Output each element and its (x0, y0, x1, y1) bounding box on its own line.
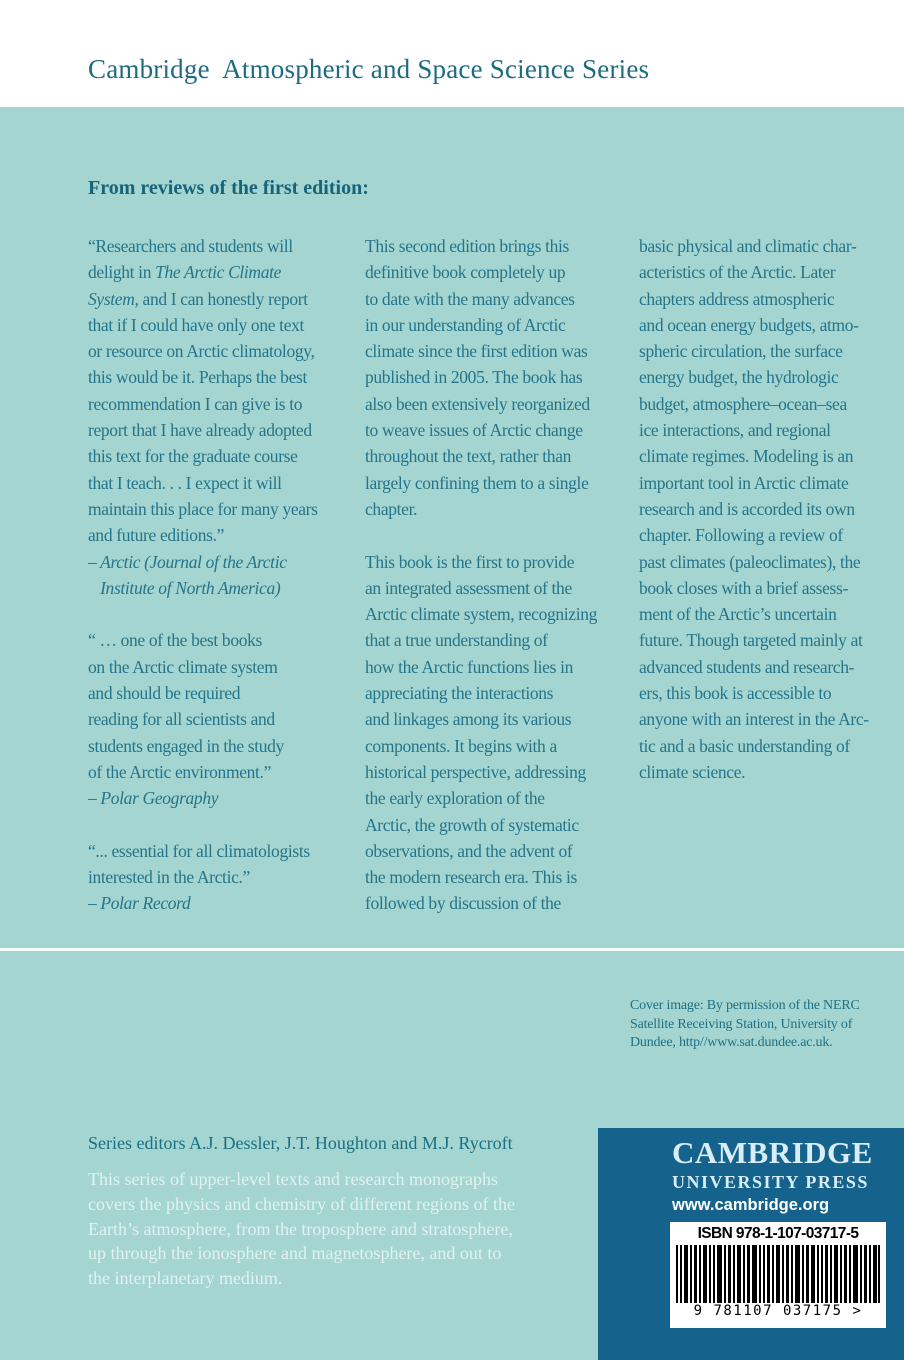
publisher-subname: UNIVERSITY PRESS (672, 1172, 869, 1192)
header-band (0, 0, 904, 107)
series-title: Cambridge Atmospheric and Space Science Series (88, 54, 650, 84)
series-editors: Series editors A.J. Dessler, J.T. Houghton and M.J. Rycroft (88, 1133, 513, 1153)
publisher-website: www.cambridge.org (672, 1196, 830, 1214)
description-column-2: This second edition brings this definitive book completely up to date with the many advances in our understanding of Arctic climate since the first edition was published in 2005. The book has also been extensively reorganized to weave issues of Arctic change throughout the text, rather than largely confining them to a single chapter. This book is the first to provide an integrated assessment of the Arctic climate system, recognizing that a true understanding of how the Arctic functions lies in appreciating the interactions and linkages among its various components. It begins with a historical perspective, addressing the early exploration of the Arctic, the growth of systematic observations, and the advent of the modern research era. This is followed by discussion of the (365, 236, 598, 914)
publisher-name: CAMBRIDGE (672, 1135, 873, 1170)
description-column-3: basic physical and climatic char- acteristics of the Arctic. Later chapters address atmospheric and ocean energy budgets, atmo- spheric circulation, the surface energy budget, the hydrologic budget, atmosphere–ocean–sea ice interactions, and regional climate regimes. Modeling is an important tool in Arctic climate research and is accorded its own chapter. Following a review of past climates (paleoclimates), the book closes with a brief assess- ment of the Arctic’s uncertain future. Though targeted mainly at advanced students and research- ers, this book is accessible to anyone with an interest in the Arc- tic and a basic understanding of climate science. (639, 236, 869, 782)
reviews-heading: From reviews of the first edition: (88, 177, 369, 199)
review-column-1: “Researchers and students will delight in The Arctic Climate System, and I can honestly report that if I could have only one text or resource on Arctic climatology, this would be it. Perhaps the best recommendation I can give is to report that I have already adopted this text for the graduate course that I teach. . . I expect it will maintain this place for many years and future editions.” – Arctic (Journal of the Arctic Institute of North America) “ … one of the best books on the Arctic climate system and should be required reading for all scientists and students engaged in the study of the Arctic environment.” – Polar Geography “... essential for all climatologists interested in the Arctic.” – Polar Record (88, 236, 318, 914)
series-description: This series of upper-level texts and research monographs covers the physics and chemistry of different regions of the Earth’s atmosphere, from the troposphere and stratosphere, up through the ionosphere and magnetosphere, and out to the interplanetary medium. (88, 1169, 516, 1289)
publisher-content (672, 1136, 892, 1328)
barcode-icon (676, 1245, 880, 1303)
isbn-barcode-box (670, 1222, 886, 1328)
barcode-digits: 9 781107 037175 > (693, 1303, 863, 1319)
divider-line (0, 948, 904, 951)
isbn-number: ISBN 978-1-107-03717-5 (697, 1225, 859, 1242)
publisher-panel (598, 1128, 904, 1360)
cover-image-credit: Cover image: By permission of the NERC Satellite Receiving Station, University of Dundee, http//www.sat.dundee.ac.uk. (630, 998, 860, 1051)
